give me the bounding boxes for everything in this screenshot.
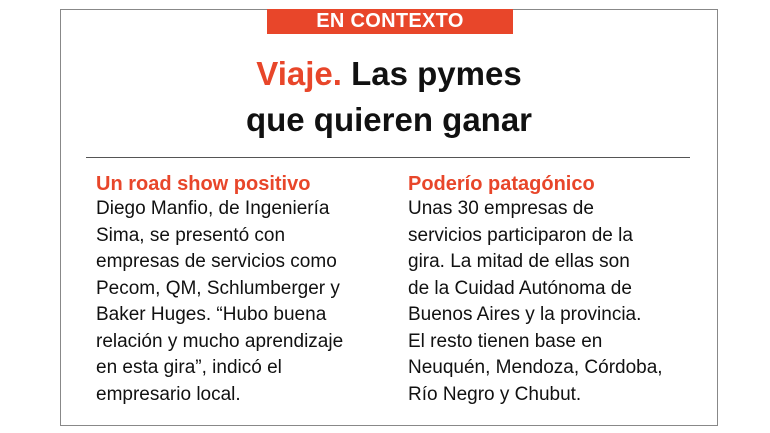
left-line: relación y mucho aprendizaje xyxy=(96,330,344,352)
left-line: Sima, se presentó con xyxy=(96,224,286,246)
left-column-title: Un road show positivo xyxy=(96,173,311,195)
headline-accent: Viaje. xyxy=(256,55,342,92)
left-line: Baker Huges. “Hubo buena xyxy=(96,304,327,325)
right-line: Unas 30 empresas de xyxy=(408,198,594,219)
headline-line-2: que quieren ganar xyxy=(245,101,533,138)
left-line: empresario local. xyxy=(96,383,241,405)
right-line: Buenos Aires y la provincia. xyxy=(408,304,642,325)
right-line: Neuquén, Mendoza, Córdoba, xyxy=(408,357,663,378)
right-line: de la Cuidad Autónoma de xyxy=(408,277,632,299)
left-line: empresas de servicios como xyxy=(96,251,337,272)
headline-line-1 xyxy=(60,55,718,93)
right-line: servicios participaron de la xyxy=(408,224,633,246)
left-line: Diego Manfio, de Ingeniería xyxy=(96,198,330,219)
right-column xyxy=(408,172,698,408)
left-line: Pecom, QM, Schlumberger y xyxy=(96,277,340,299)
right-line: Río Negro y Chubut. xyxy=(408,383,582,405)
left-column xyxy=(96,172,386,408)
right-line: El resto tienen base en xyxy=(408,330,603,352)
section-tag: EN CONTEXTO xyxy=(267,9,513,34)
headline-line-1-rest: Las pymes xyxy=(341,55,522,92)
divider xyxy=(86,157,690,158)
right-line: gira. La mitad de ellas son xyxy=(408,251,630,272)
left-line: en esta gira”, indicó el xyxy=(96,357,282,378)
right-column-title: Poderío patagónico xyxy=(408,173,595,195)
